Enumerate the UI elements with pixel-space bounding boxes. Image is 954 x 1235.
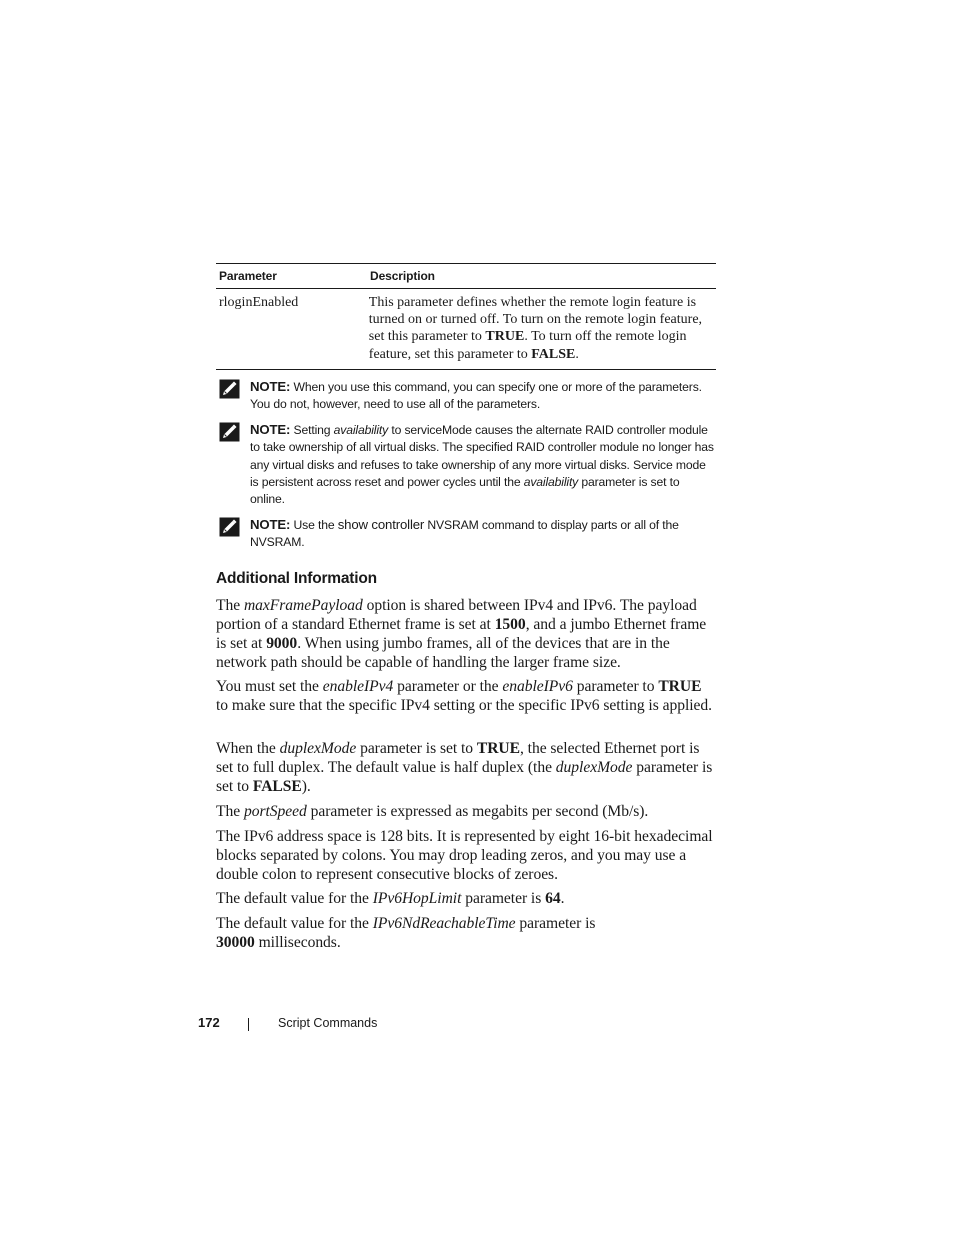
table-row: [216, 289, 716, 369]
value-true: TRUE: [658, 678, 702, 695]
body-text: The default value for the: [216, 915, 373, 932]
paragraph-reachable-time: [216, 915, 716, 953]
body-text: The IPv6 address space is 128 bits. It is represented by eight 16-bit hexadecimal blocks separated by colons. You may drop leading zeros, and you may use a double colon to represent consecutive blocks of zeroes.: [216, 828, 713, 883]
body-text: The default value for the: [216, 890, 373, 907]
note-text: .: [281, 492, 285, 507]
body-text: , the selected Ethernet port is set to full duplex. The default value is half duplex (the: [216, 740, 700, 776]
body-text: When the: [216, 740, 280, 757]
value-9000: 9000: [266, 634, 298, 652]
body-text: parameter or the: [393, 678, 503, 695]
param-enableipv4: enableIPv4: [322, 678, 394, 695]
paragraph-max-frame-payload: [216, 597, 716, 673]
note-param-availability: availability: [333, 423, 389, 437]
desc-text: .: [575, 346, 579, 362]
note-text: When you use this command, you can specify one or more of the parameters. You do not, however, need to use all of the parameters.: [250, 380, 702, 412]
body-text: .: [560, 890, 565, 907]
note-label: NOTE:: [250, 379, 291, 394]
param-portspeed: portSpeed: [243, 803, 307, 820]
paragraph-duplex-mode: [216, 740, 716, 797]
paragraph-hop-limit: [216, 890, 716, 909]
body-text: to make sure that the specific IPv4 setting or the specific IPv6 setting is applied.: [216, 696, 712, 714]
note-value-servicemode: serviceMode: [404, 423, 472, 437]
body-text: . When using jumbo frames, all of the devices that are in the network path should be capable of handling the larger frame size.: [216, 634, 670, 671]
desc-text: . To turn off the remote login feature, set this parameter to: [368, 329, 687, 362]
paragraph-enable-ipv: [216, 678, 716, 716]
body-text: , and a jumbo Ethernet frame is set at: [216, 615, 707, 652]
body-text: parameter is: [461, 890, 546, 907]
note-text: Use the: [290, 518, 338, 532]
body-text: You must set the: [216, 678, 323, 695]
param-maxframepayload: maxFramePayload: [243, 597, 363, 614]
note-text: command to display parts or all of the NVSRAM.: [250, 518, 679, 550]
body-text: option is shared between IPv4 and IPv6. The payload portion of a standard Ethernet frame is set at: [216, 597, 697, 633]
section-heading: Additional Information: [216, 570, 377, 587]
note-text: to: [388, 423, 405, 437]
footer-title: Script Commands: [278, 1016, 378, 1030]
note-value-online: online: [250, 492, 282, 507]
body-text: parameter is set to: [216, 758, 713, 795]
note-pencil-icon: [219, 517, 240, 537]
param-duplexmode: duplexMode: [279, 740, 357, 757]
footer-separator: [248, 1018, 249, 1031]
table-header-parameter: Parameter: [219, 269, 277, 283]
value-64: 64: [545, 890, 561, 907]
note-3: [216, 516, 716, 552]
body-text: milliseconds.: [254, 933, 341, 951]
table-cell-parameter: rloginEnabled: [219, 295, 299, 310]
body-text: parameter is expressed as megabits per second (Mb/s).: [306, 803, 649, 820]
body-text: The: [216, 803, 244, 820]
param-enableipv6: enableIPv6: [502, 678, 573, 695]
body-text: parameter is: [515, 915, 596, 932]
note-pencil-icon: [219, 379, 240, 399]
desc-value-true: TRUE: [485, 329, 525, 345]
note-pencil-icon: [219, 422, 240, 442]
note-text: Setting: [290, 423, 334, 437]
body-text: parameter is set to: [356, 740, 477, 757]
note-text: parameter is set to: [578, 474, 680, 489]
param-ipv6ndreachabletime: IPv6NdReachableTime: [372, 915, 516, 932]
body-text: ).: [301, 777, 311, 795]
desc-value-false: FALSE: [531, 346, 576, 362]
note-command-show-controller: show controller: [337, 517, 425, 532]
parameter-table: [216, 263, 716, 370]
paragraph-ipv6-address: [216, 828, 716, 885]
value-1500: 1500: [494, 615, 526, 633]
note-param-availability: availability: [523, 474, 579, 489]
paragraph-port-speed: [216, 803, 716, 822]
value-false: FALSE: [252, 777, 302, 795]
note-2: [216, 421, 716, 508]
note-label: NOTE:: [250, 517, 291, 532]
value-true: TRUE: [476, 740, 520, 757]
page-number: 172: [198, 1015, 220, 1030]
param-duplexmode: duplexMode: [555, 758, 633, 776]
note-1: [216, 378, 716, 414]
table-header-row: [216, 264, 716, 289]
body-text: parameter to: [572, 678, 659, 695]
table-header-description: Description: [370, 269, 435, 283]
note-command-nvsram: NVSRAM: [424, 518, 479, 532]
desc-text: This parameter defines whether the remote login feature is turned on or turned off. To turn on the remote login feature, set this parameter to: [368, 295, 703, 345]
table-cell-description: [369, 294, 716, 363]
note-text: causes the alternate RAID controller module to take ownership of all virtual disks. The specified RAID controller module no longer has any virtual disks and refuses to take ownership of any more virtual disks. Service mode is persistent across reset and power cycles until the: [250, 423, 714, 489]
note-label: NOTE:: [250, 422, 291, 437]
param-ipv6hoplimit: IPv6HopLimit: [372, 890, 462, 907]
body-text: The: [216, 597, 244, 614]
value-30000: 30000: [216, 933, 255, 951]
